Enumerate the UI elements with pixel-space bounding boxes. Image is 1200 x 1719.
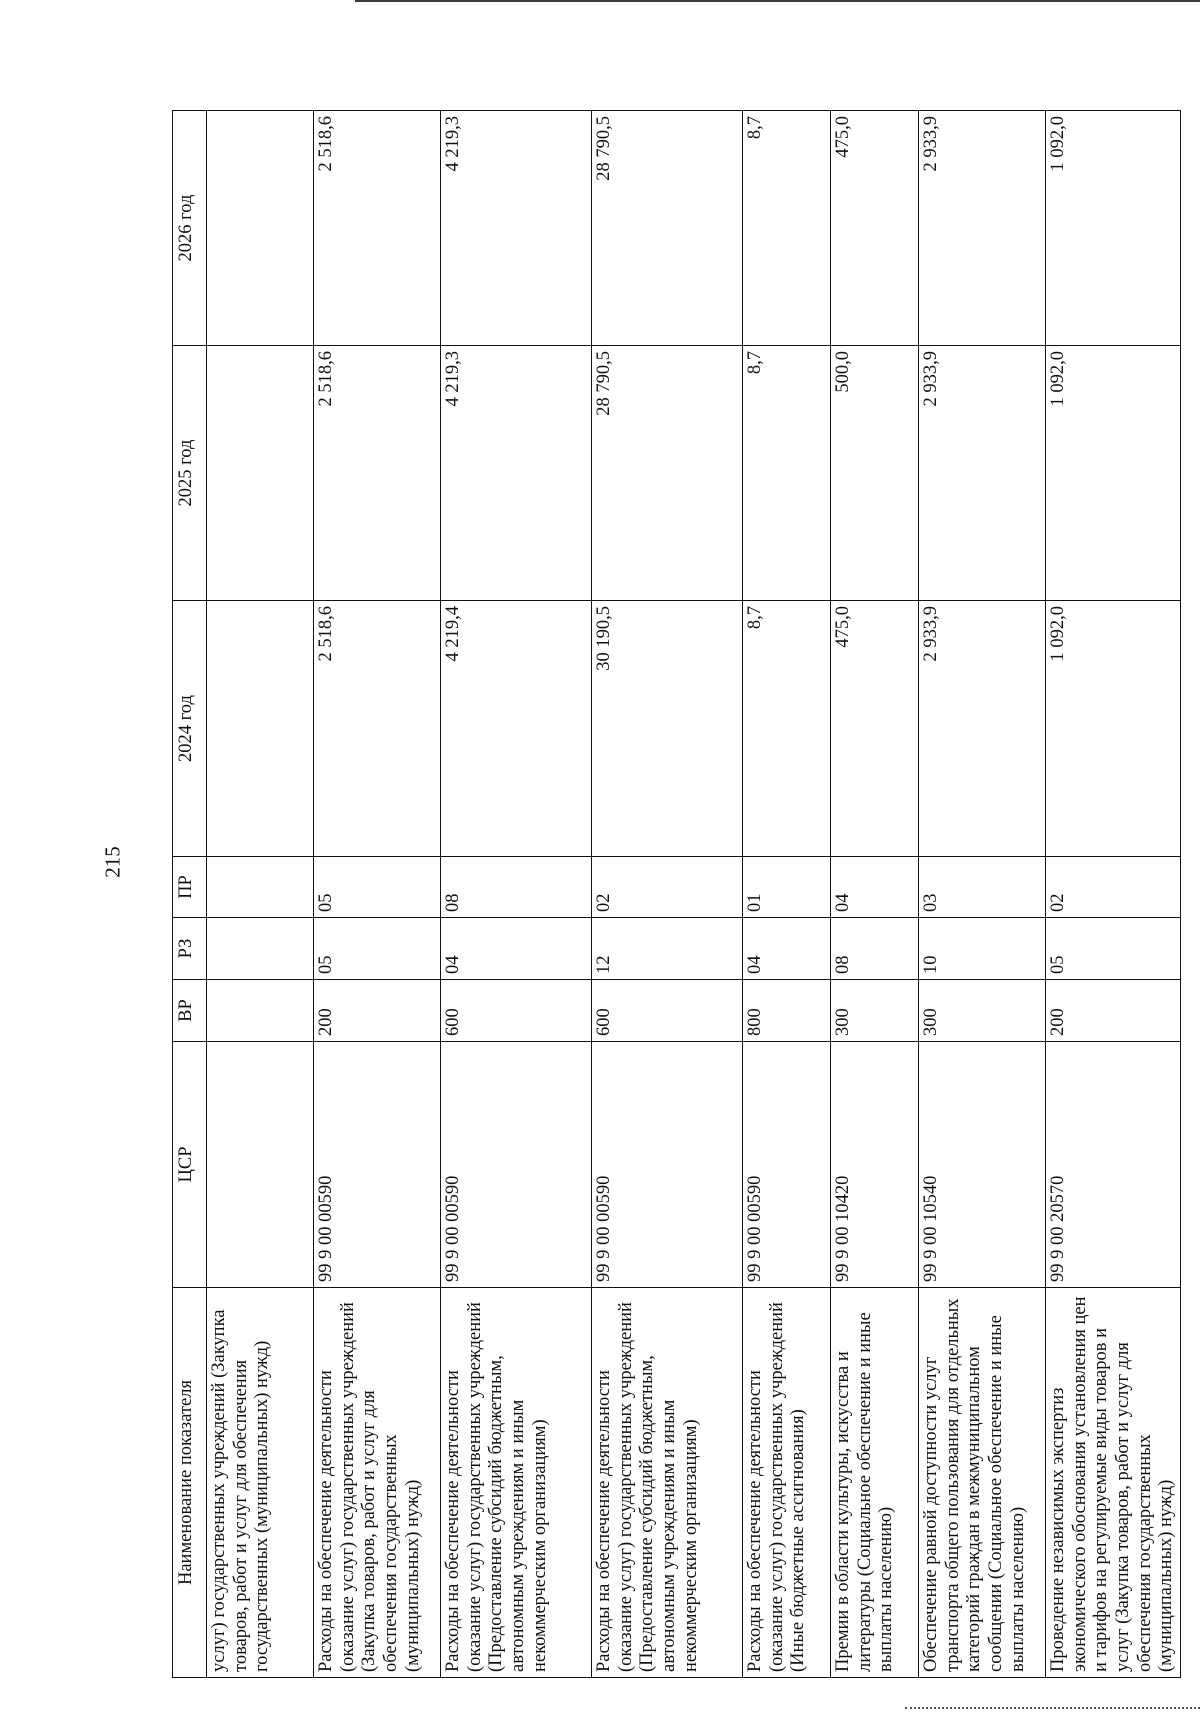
budget-table [172,110,1181,1678]
rotated-table-content [172,110,1200,1690]
cell-csr: 99 9 00 20570 [1046,1042,1181,1288]
cell-rz: 04 [743,918,831,980]
cell-csr: 99 9 00 00590 [592,1042,743,1288]
cell-name: Расходы на обеспечение деятельности (оказание услуг) государственных учреждений (Иные бюджетные ассигнования) [743,1288,831,1678]
header-rz: РЗ [173,918,207,980]
cell-name: Расходы на обеспечение деятельности (оказание услуг) государственных учреждений (Закупка товаров, работ и услуг для обеспечения государственных (муниципальных) нужд) [314,1288,441,1678]
table-row [441,111,592,1678]
cell-vr: 300 [831,980,919,1042]
cell-2026: 4 219,3 [441,111,592,346]
header-csr: ЦСР [173,1042,207,1288]
cell-2025: 8,7 [743,346,831,601]
cell-vr: 200 [1046,980,1181,1042]
header-pr: ПР [173,857,207,918]
table-row [919,111,1046,1678]
cell-csr: 99 9 00 10540 [919,1042,1046,1288]
cell-2024: 2 518,6 [314,601,441,857]
cell-rz: 05 [1046,918,1181,980]
cell-2025: 2 518,6 [314,346,441,601]
cell-name: Расходы на обеспечение деятельности (оказание услуг) государственных учреждений (Предоставление субсидий бюджетным, автономным учреждениям и иным некоммерческим организациям) [592,1288,743,1678]
cell-csr: 99 9 00 00590 [441,1042,592,1288]
cell-2024: 475,0 [831,601,919,857]
cell-pr: 02 [1046,857,1181,918]
cell-vr: 600 [592,980,743,1042]
table-row [207,111,314,1678]
cell-rz: 08 [831,918,919,980]
cell-rz: 12 [592,918,743,980]
cell-2026: 475,0 [831,111,919,346]
cell-2026: 2 518,6 [314,111,441,346]
cell-2026: 8,7 [743,111,831,346]
cell-rz [207,918,314,980]
cell-name: Проведение независимых экспертиз экономического обоснования установления цен и тарифов на регулируемые виды товаров и услуг (Закупка товаров, работ и услуг для обеспечения государственных (муниципальных) нужд) [1046,1288,1181,1678]
cell-2025: 1 092,0 [1046,346,1181,601]
header-vr: ВР [173,980,207,1042]
table-row [314,111,441,1678]
cell-2026: 28 790,5 [592,111,743,346]
rotated-table-frame [172,110,1200,1690]
cell-name: Премии в области культуры, искусства и литературы (Социальное обеспечение и иные выплаты населению) [831,1288,919,1678]
cell-pr [207,857,314,918]
cell-2026 [207,111,314,346]
top-scan-edge [355,0,1200,2]
cell-2026: 1 092,0 [1046,111,1181,346]
cell-pr: 04 [831,857,919,918]
cell-2025: 2 933,9 [919,346,1046,601]
cell-2025: 500,0 [831,346,919,601]
cell-2024: 8,7 [743,601,831,857]
cell-name: услуг) государственных учреждений (Закупка товаров, работ и услуг для обеспечения государственных (муниципальных) нужд) [207,1288,314,1678]
cell-vr: 800 [743,980,831,1042]
cell-2024: 1 092,0 [1046,601,1181,857]
cell-rz: 05 [314,918,441,980]
header-name: Наименование показателя [173,1288,207,1678]
cell-vr [207,980,314,1042]
cell-csr [207,1042,314,1288]
table-row [1046,111,1181,1678]
cell-csr: 99 9 00 00590 [314,1042,441,1288]
cell-rz: 10 [919,918,1046,980]
cell-2024 [207,601,314,857]
bottom-scan-edge [905,1707,1200,1712]
cell-rz: 04 [441,918,592,980]
cell-2025 [207,346,314,601]
cell-vr: 200 [314,980,441,1042]
cell-2024: 4 219,4 [441,601,592,857]
cell-vr: 300 [919,980,1046,1042]
header-row [173,111,207,1678]
cell-pr: 02 [592,857,743,918]
table-row [743,111,831,1678]
cell-name: Расходы на обеспечение деятельности (оказание услуг) государственных учреждений (Предоставление субсидий бюджетным, автономным учреждениям и иным некоммерческим организациям) [441,1288,592,1678]
header-2025: 2025 год [173,346,207,601]
page-number: 215 [100,846,125,878]
cell-pr: 01 [743,857,831,918]
header-2026: 2026 год [173,111,207,346]
cell-csr: 99 9 00 00590 [743,1042,831,1288]
cell-2024: 2 933,9 [919,601,1046,857]
cell-vr: 600 [441,980,592,1042]
cell-csr: 99 9 00 10420 [831,1042,919,1288]
cell-pr: 08 [441,857,592,918]
cell-2025: 28 790,5 [592,346,743,601]
header-2024: 2024 год [173,601,207,857]
table-row [592,111,743,1678]
cell-2024: 30 190,5 [592,601,743,857]
cell-pr: 05 [314,857,441,918]
cell-2026: 2 933,9 [919,111,1046,346]
cell-name: Обеспечение равной доступности услуг транспорта общего пользования для отдельных категорий граждан в межмуниципальном сообщении (Социальное обеспечение и иные выплаты населению) [919,1288,1046,1678]
cell-2025: 4 219,3 [441,346,592,601]
cell-pr: 03 [919,857,1046,918]
table-row [831,111,919,1678]
